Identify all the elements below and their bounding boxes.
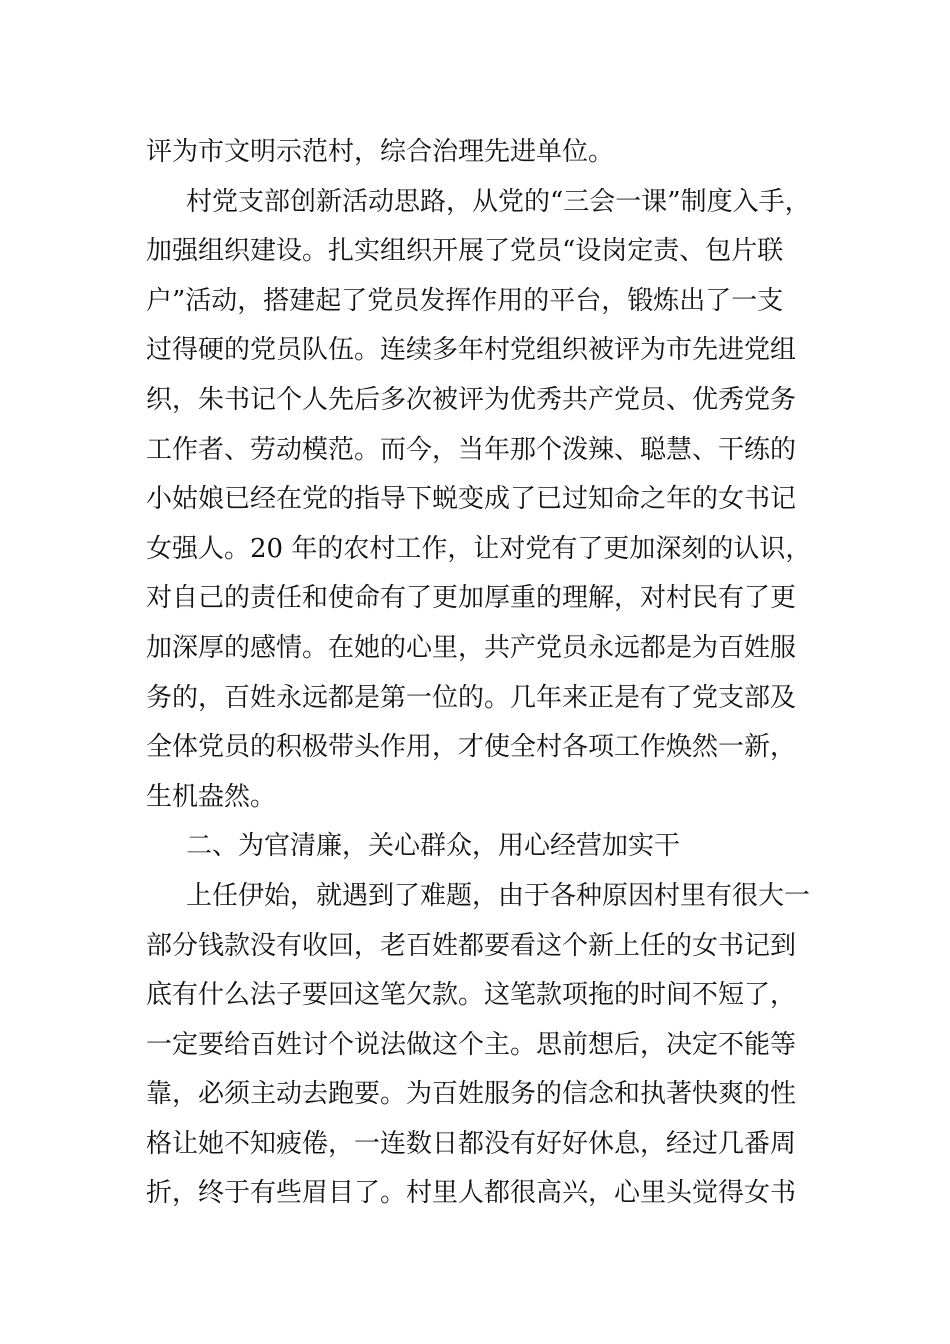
section-heading: 二、为官清廉，关心群众，用心经营加实干	[186, 831, 681, 862]
text-line-4: 户”活动，搭建起了党员发挥作用的平台，锻炼出了一支	[146, 285, 784, 316]
text-line-6: 织，朱书记个人先后多次被评为优秀共产党员、优秀党务	[146, 384, 797, 415]
text-line-12: 务的，百姓永远都是第一位的。几年来正是有了党支部及	[146, 682, 797, 713]
text-line-21: 格让她不知疲倦，一连数日都没有好好休息，经过几番周	[146, 1128, 797, 1159]
text-line-7: 工作者、劳动模范。而今，当年那个泼辣、聪慧、干练的	[146, 434, 797, 465]
text-line-8: 小姑娘已经在党的指导下蜕变成了已过知命之年的女书记	[146, 484, 797, 515]
text-line-1: 评为市文明示范村，综合治理先进单位。	[146, 137, 615, 167]
text-line-13: 全体党员的积极带头作用，才使全村各项工作焕然一新，	[146, 732, 797, 763]
text-line-20: 靠，必须主动去跑要。为百姓服务的信念和执著快爽的性	[146, 1079, 797, 1110]
text-line-22: 折，终于有些眉目了。村里人都很高兴，心里头觉得女书	[146, 1178, 797, 1209]
text-line-19: 一定要给百姓讨个说法做这个主。思前想后，决定不能等	[146, 1029, 797, 1060]
text-line-10: 对自己的责任和使命有了更加厚重的理解，对村民有了更	[146, 583, 797, 614]
text-line-14: 生机盎然。	[146, 781, 277, 812]
text-line-3: 加强组织建设。扎实组织开展了党员“设岗定责、包片联	[146, 236, 784, 267]
text-line-11: 加深厚的感情。在她的心里，共产党员永远都是为百姓服	[146, 632, 797, 663]
text-line-18: 底有什么法子要回这笔欠款。这笔款项拖的时间不短了，	[146, 980, 797, 1011]
body-text	[146, 128, 816, 1219]
text-line-9: 女强人。20 年的农村工作，让对党有了更加深刻的认识，	[146, 533, 812, 564]
text-line-5: 过得硬的党员队伍。连续多年村党组织被评为市先进党组	[146, 335, 797, 366]
text-line-2: 村党支部创新活动思路，从党的“三会一课”制度入手，	[186, 186, 811, 217]
text-line-16: 上任伊始，就遇到了难题，由于各种原因村里有很大一	[186, 880, 811, 911]
text-line-17: 部分钱款没有收回，老百姓都要看这个新上任的女书记到	[146, 930, 797, 961]
